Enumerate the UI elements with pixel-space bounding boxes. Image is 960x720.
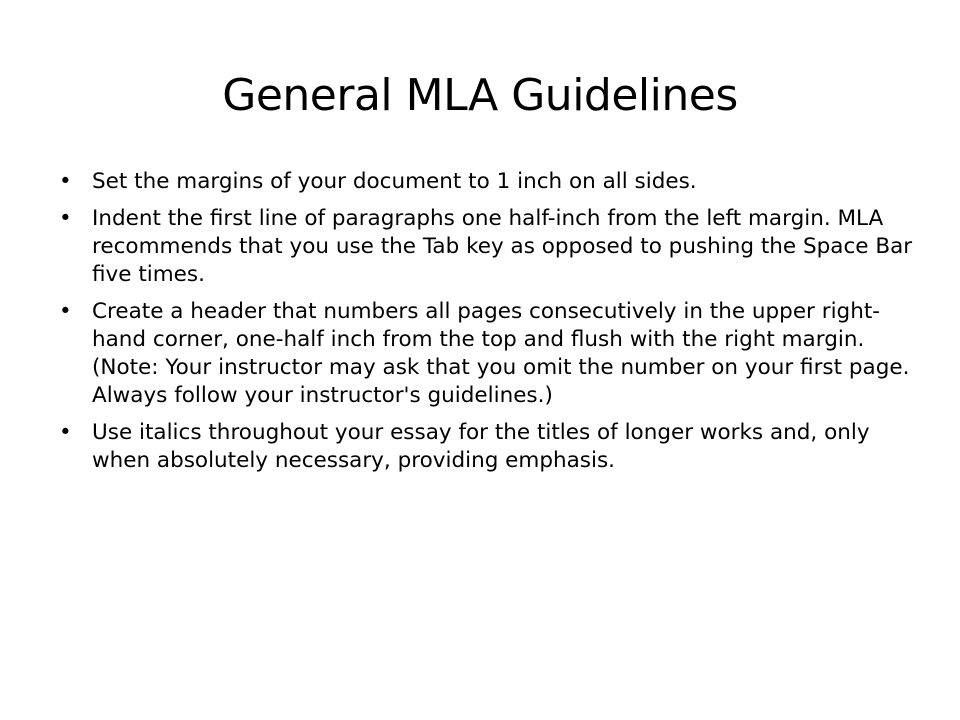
bullet-item bbox=[56, 298, 916, 410]
bullet-icon: • bbox=[59, 169, 72, 194]
bullet-item bbox=[56, 205, 916, 289]
bullet-text: Create a header that numbers all pages consecutively in the upper right-hand corner, one-half inch from the top and flush with the right margin. (Note: Your instructor may ask that you omit the number on your first page. Always follow your instructor's guidelines.) bbox=[92, 299, 910, 408]
bullet-list bbox=[56, 168, 916, 484]
bullet-icon: • bbox=[59, 206, 72, 231]
slide-title: General MLA Guidelines bbox=[222, 70, 738, 121]
bullet-text: Use italics throughout your essay for the titles of longer works and, only when absolutely necessary, providing emphasis. bbox=[92, 420, 870, 473]
bullet-item bbox=[56, 419, 916, 475]
bullet-icon: • bbox=[59, 299, 72, 324]
bullet-text: Set the margins of your document to 1 inch on all sides. bbox=[92, 169, 697, 194]
bullet-icon: • bbox=[59, 420, 72, 445]
bullet-item bbox=[56, 168, 916, 196]
bullet-text: Indent the first line of paragraphs one half-inch from the left margin. MLA recommends that you use the Tab key as opposed to pushing the Space Bar five times. bbox=[92, 206, 913, 287]
